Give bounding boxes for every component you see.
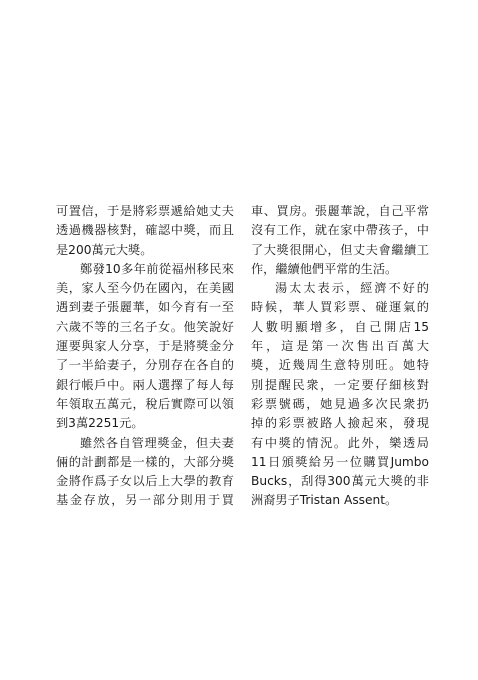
text-line: 遇到妻子張麗華，如今育有一至 bbox=[56, 300, 234, 315]
text-line: 別提醒民衆，一定要仔細核對 bbox=[251, 377, 429, 392]
text-line: 鄭發10多年前從福州移民來 bbox=[80, 261, 234, 276]
text-line: 六歲不等的三名子女。他笑說好 bbox=[56, 319, 234, 334]
text-line: 年領取五萬元，稅后實際可以領 bbox=[56, 396, 234, 411]
text-line: 作，繼續他們平常的生活。 bbox=[251, 261, 398, 276]
right-text-column bbox=[251, 202, 429, 511]
text-line: 透過機器核對，確認中獎，而且 bbox=[56, 223, 234, 238]
text-line: 銀行帳戶中。兩人選擇了每人每 bbox=[56, 377, 234, 392]
text-line: 沒有工作，就在家中帶孩子，中 bbox=[251, 223, 429, 238]
text-line: 可置信，于是將彩票遞給她丈夫 bbox=[56, 204, 234, 218]
text-line: Bucks，刮得300萬元大獎的非 bbox=[251, 474, 429, 489]
text-line: 金將作爲子女以后上大學的教育 bbox=[56, 474, 234, 489]
text-line: 了大獎很開心，但丈夫會繼續工 bbox=[251, 242, 429, 257]
text-line: 倆的計劃都是一樣的，大部分獎 bbox=[56, 454, 234, 469]
text-line: 時候，華人買彩票、碰運氣的 bbox=[251, 300, 429, 315]
text-line: 獎，近幾周生意特別旺。她特 bbox=[251, 358, 429, 373]
text-line: 到3萬2251元。 bbox=[56, 416, 144, 431]
text-line: 美，家人至今仍在國內，在美國 bbox=[56, 281, 234, 296]
text-line: 是200萬元大獎。 bbox=[56, 242, 153, 257]
text-line: 年，這是第一次售出百萬大 bbox=[251, 339, 429, 354]
text-line: 人數明顯增多，自己開店15 bbox=[251, 319, 429, 334]
text-line: 了一半給妻子，分別存在各自的 bbox=[56, 358, 234, 373]
left-text-column bbox=[56, 202, 234, 511]
text-line: 基金存放，另一部分則用于買 bbox=[56, 493, 234, 508]
text-line: 彩票號碼，她見過多次民衆扔 bbox=[251, 396, 429, 411]
text-line: 運要與家人分享，于是將獎金分 bbox=[56, 339, 234, 354]
text-line: 湯太太表示，經濟不好的 bbox=[275, 281, 429, 296]
text-line: 掉的彩票被路人撿起來，發現 bbox=[251, 416, 429, 431]
text-line: 洲裔男子Tristan Assent。 bbox=[251, 493, 398, 508]
text-line: 車、買房。張麗華說，自己平常 bbox=[251, 204, 429, 218]
text-line: 有中獎的情況。此外，樂透局 bbox=[251, 435, 429, 450]
text-line: 雖然各自管理獎金，但夫妻 bbox=[80, 435, 234, 450]
text-line: 11日頒獎給另一位購買Jumbo bbox=[251, 454, 429, 469]
